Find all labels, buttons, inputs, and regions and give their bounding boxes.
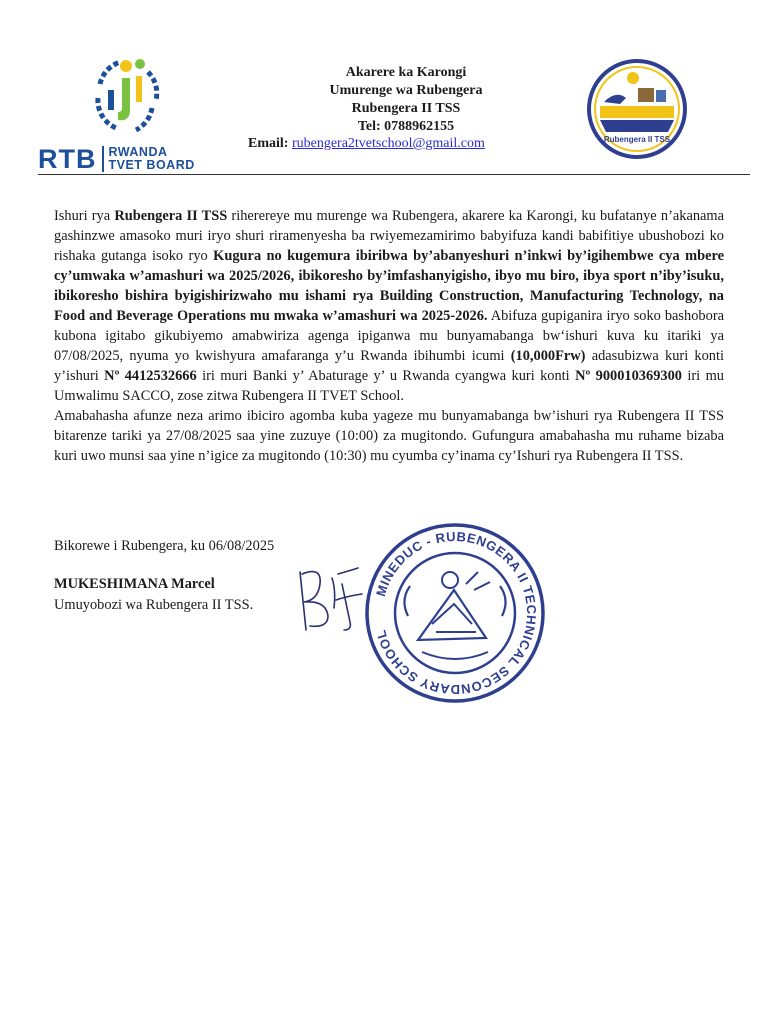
rtb-line2: TVET BOARD bbox=[108, 158, 195, 172]
email-link[interactable]: rubengera2tvetschool@gmail.com bbox=[291, 136, 485, 151]
letterhead-line-phone: Tel: 0788962155 bbox=[357, 119, 455, 134]
p1-text-f: iri mu Umwalimu SACCO, zose zitwa Rubengera II TVET School. bbox=[54, 368, 724, 404]
sun-icon bbox=[627, 72, 639, 84]
notice-body bbox=[54, 206, 724, 466]
letterhead-email bbox=[248, 136, 485, 152]
stamp-ring-text: MINEDUC - RUBENGERA II TECHNICAL SECONDARY SCHOOL bbox=[373, 528, 540, 698]
p1-account-2: Nº 900010369300 bbox=[575, 368, 682, 384]
header-divider bbox=[38, 174, 750, 175]
p1-fee: (10,000Frw) bbox=[510, 348, 586, 364]
official-stamp bbox=[362, 520, 548, 706]
p1-text-c: Abifuza gupiganira iryo soko bashobora kubona igitabo gikubiyemo amabwiriza agenga ipiganwa mu bunyamabanga bw‘ishuri kuva ku itariki ya 07/08/2025, nyuma yo kwishyura amafaranga y’u Rwanda ibihumbi icumi bbox=[54, 308, 724, 364]
p1-text-d: adasubizwa kuri konti y’ishuri bbox=[54, 348, 725, 384]
rtb-logo bbox=[38, 54, 228, 174]
school-logo-caption: Rubengera II TSS bbox=[603, 135, 671, 144]
letterhead-line-school: Rubengera II TSS bbox=[351, 101, 461, 116]
p1-text-b: riherereye mu murenge wa Rubengera, akarere ka Karongi, ku bufatanye n’akanama gashinzwe amasoko muri iryo shuri riramenyesha ba rwiyemezamirimo babyifuza kandi babifitiye ubushobozi ko rishaka gutanga isoko ryo bbox=[54, 208, 724, 264]
letterhead-line-district: Akarere ka Karongi bbox=[345, 65, 467, 80]
letterhead-line-sector: Umurenge wa Rubengera bbox=[329, 83, 483, 98]
stamp-sun-icon bbox=[442, 572, 458, 588]
notice-paragraph-1 bbox=[54, 206, 724, 406]
handwritten-signature bbox=[292, 560, 370, 638]
signer-name: MUKESHIMANA Marcel bbox=[54, 576, 215, 592]
rtb-emblem-icon bbox=[86, 54, 164, 140]
email-label: Email: bbox=[248, 136, 289, 151]
rtb-line1: RWANDA bbox=[108, 145, 168, 159]
p1-tender-subject: Kugura no kugemura ibiribwa by’abanyeshuri n’inkwi by’igihembwe cya mbere cy’umwaka w’amashuri wa 2025/2026, ibikoresho by’imfashanyigisho, ibyo mu biro, ibya sport n’iby’isuku, ibikoresho bishira byigishirizwaho mu ishami rya Building Construction, Manufacturing Technology, na Food and Beverage Operations mu mwaka w’amashuri wa 2025-2026. bbox=[54, 248, 724, 324]
place-date: Bikorewe i Rubengera, ku 06/08/2025 bbox=[54, 538, 275, 554]
signer-title: Umuyobozi wa Rubengera II TSS. bbox=[54, 597, 254, 613]
rtb-divider bbox=[102, 146, 104, 172]
notice-paragraph-2: Amabahasha afunze neza arimo ibiciro agomba kuba yageze mu bunyamabanga bw’ishuri rya Rubengera II TSS bitarenze tariki ya 27/08/2025 saa yine zuzuye (10:00) za mugitondo. Gufungura amabahasha mu ruhame bizaba kuri uwo munsi saa yine n’igice za mugitondo (10:30) mu cyumba cy’inama cy’Ishuri rya Rubengera II TSS. bbox=[54, 408, 724, 464]
p1-account-1: Nº 4412532666 bbox=[104, 368, 197, 384]
letterhead-address bbox=[246, 64, 566, 136]
p1-text-a: Ishuri rya bbox=[54, 208, 115, 224]
rtb-brand: RTB bbox=[38, 144, 97, 174]
school-logo bbox=[586, 58, 688, 160]
p1-text-e: iri muri Banki y’ Abaturage y’ u Rwanda cyangwa kuri konti bbox=[196, 368, 576, 384]
rtb-subtitle bbox=[109, 146, 195, 172]
rtb-wordmark bbox=[38, 144, 228, 174]
p1-school-name: Rubengera II TSS bbox=[114, 208, 228, 224]
